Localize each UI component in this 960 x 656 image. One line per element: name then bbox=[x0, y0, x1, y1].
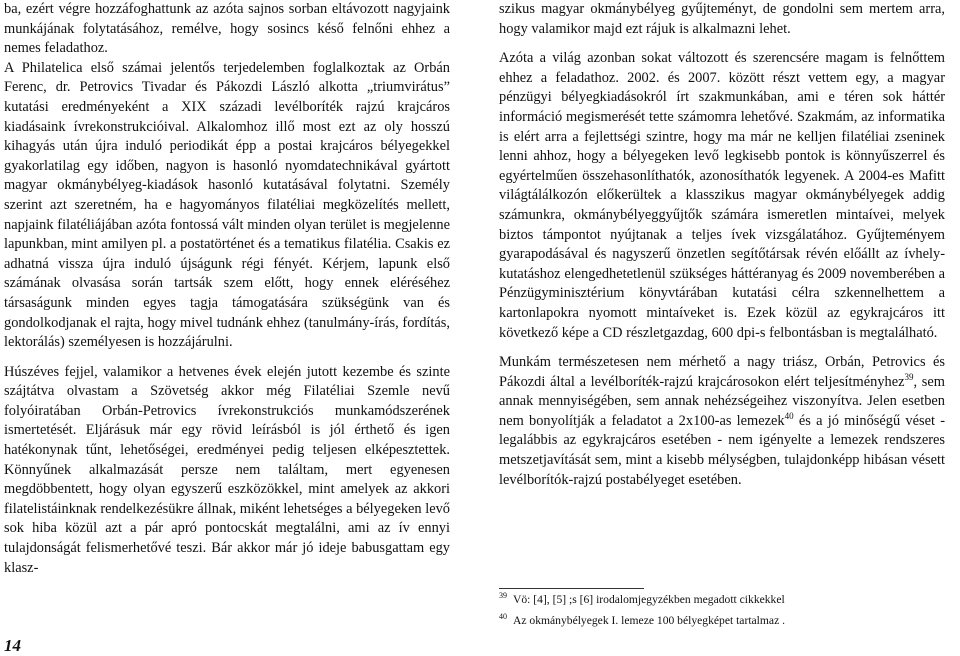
right-paragraph-1: szikus magyar okmánybélyeg gyűjteményt, de gondolni sem mertem arra, hogy valamikor majd ezt rájuk is alkalmazni lehet. bbox=[499, 1, 945, 37]
right-paragraph-2: Azóta a világ azonban sokat változott és szerencsére magam is felnőttem ehhez a feladathoz. 2002. és 2007. között részt vettem egy, a magyar pénzügyi bélyegkiadásokról írt szakmunkában, ami e téren sok háttér információ megismerését tette számomra lehetővé. Szakmám, az informatika is elért arra a fejlettségi szintre, hogy ma már ne kelljen filatéliai zseninek lenni ahhoz, hogy a bélyegeken levő legkisebb pontok is könnyűszerrel és egyértelműen összehasonlíthatók, azonosíthatók legyenek. A 2004-es Mafitt világtálálkozón előkerültek a klasszikus magyar okmánybélyegek addig számunkra, okmánybélyeggyűjtők számára ismeretlen mintaívei, melyek biztos támpontot nyújtanak a teljes ívek vizsgálatához. Gyűjteményem gyarapodásával és nagyszerű önzetlen segítőtársak révén előállt az ívhely-kutatáshoz elengedhetetlenül szükséges háttéranyag és 2009 novemberében a Pénzügyminisztérium könyvtárában kutatási célra szkennelhettem a kartonlapokra nyomott mintaíveket is. Ezek közül az egykrajcáros itt következő képe a CD részletgazdag, 600 dpi-s felbontásban is megtalálható. bbox=[499, 50, 945, 341]
footnote-39 bbox=[499, 592, 955, 607]
footnote-40 bbox=[499, 613, 955, 628]
page-number: 14 bbox=[4, 636, 21, 655]
footnote-marker: 40 bbox=[499, 612, 507, 622]
footnote-text: Az okmánybélyegek I. lemeze 100 bélyegképet tartalmaz . bbox=[513, 614, 786, 627]
left-paragraph-1: ba, ezért végre hozzáfoghattunk az azóta sajnos sorban eltávozott nagyjaink munkájának folytatásához, remélve, hogy sosincs késő felnőni ehhez a nemes feladathoz. bbox=[4, 1, 450, 57]
right-paragraph-3 bbox=[499, 353, 945, 490]
right-paragraph-3-part-b: , sem annak mennyiségében, sem annak nehézségeihez viszonyítva. Jelen esetben nem bonyolítják a feladatot a 2x100-as lemezek bbox=[499, 373, 945, 429]
footnote-ref-39[interactable]: 39 bbox=[904, 371, 914, 382]
footnote-divider bbox=[499, 588, 644, 589]
right-paragraph-3-part-a: Munkám természetesen nem mérhető a nagy triász, Orbán, Petrovics és Pákozdi által a levélboríték-rajzú krajcárosokon elért teljesítményhez bbox=[499, 354, 945, 390]
right-text-column bbox=[499, 0, 945, 490]
footnote-marker: 39 bbox=[499, 591, 507, 601]
footnote-ref-40[interactable]: 40 bbox=[784, 411, 794, 422]
footnote-text: Vö: [4], [5] ;s [6] irodalomjegyzékben megadott cikkekkel bbox=[513, 593, 785, 606]
footnotes bbox=[499, 592, 955, 634]
right-paragraph-3-part-c: és a jó minőségű véset - legalábbis az egykrajcáros esetében - nem igényelte a lemezek rendszeres metszetjavítását sem, mint a kisebb mélységben, tulajdonképp hibásan vésett levélborítók-rajzú postabélyeget esetében. bbox=[499, 412, 945, 488]
left-text-column bbox=[4, 0, 450, 578]
left-paragraph-3: Húszéves fejjel, valamikor a hetvenes évek elején jutott kezembe és szinte szájtátva olvastam a Szövetség akkor még Filatéliai Szemle nevű folyóiratában Orbán-Petrovics ívrekonstrukciós munkamódszerének ismertetését. Eljárásuk már egy rövid leírásból is jól érthető és igen hatékonynak tűnt, lehetőségei, eredményei pedig teljesen elképesztettek. Könnyűnek alkalmazását persze nem találtam, mert egyenesen megdöbbentett, hogy olyan egyszerű eszközökkel, mint amelyek az akkori filatelistáinknak rendelkezésükre állnak, miként lehetséges a bélyegeken levő sok hiba közül azt a pár apró pontocskát megtalálni, ami az ív ennyi tulajdonságát felismerhetővé teszi. Bár akkor már jó ideje babusgattam egy klasz- bbox=[4, 363, 450, 576]
left-paragraph-2: A Philatelica első számai jelentős terjedelemben foglalkoztak az Orbán Ferenc, dr. Petrovics Tivadar és Pákozdi László alkotta „triumvirátus” kutatási eredményeként a XIX századi levélboríték rajzú krajcáros kiadásaink ívrekonstrukcióival. Alkalomhoz illő most ezt az oly hosszú kihagyás után újra induló periodikát épp a postai krajcáros bélyegekkel gyakorlatilag egy időben, nagyon is hasonló nyomdatechnikával gyártott magyar okmánybélyeg-kiadások hasonló kutatásával folytatni. Személy szerint azt szeretném, ha e hagyományos filatéliai megközelítés mellett, napjaink filatéliájában azóta fontossá vált minden olyan terület is megjelenne lapunkban, mint amilyen pl. a postatörténet és a tematikus filatélia. Csakis ez adhatná vissza újra induló újságunk régi fényét. Kérjem, lapunk első számának olvasása során tartsák szem előtt, hogy ennek eléréséhez társaságunk minden egyes tagja támogatására szükségünk van és gondolkodjanak el rajta, hogy mivel tudnánk ehhez (tanulmány-írás, fordítás, lektorálás) személyesen is hozzájárulni. bbox=[4, 59, 450, 351]
